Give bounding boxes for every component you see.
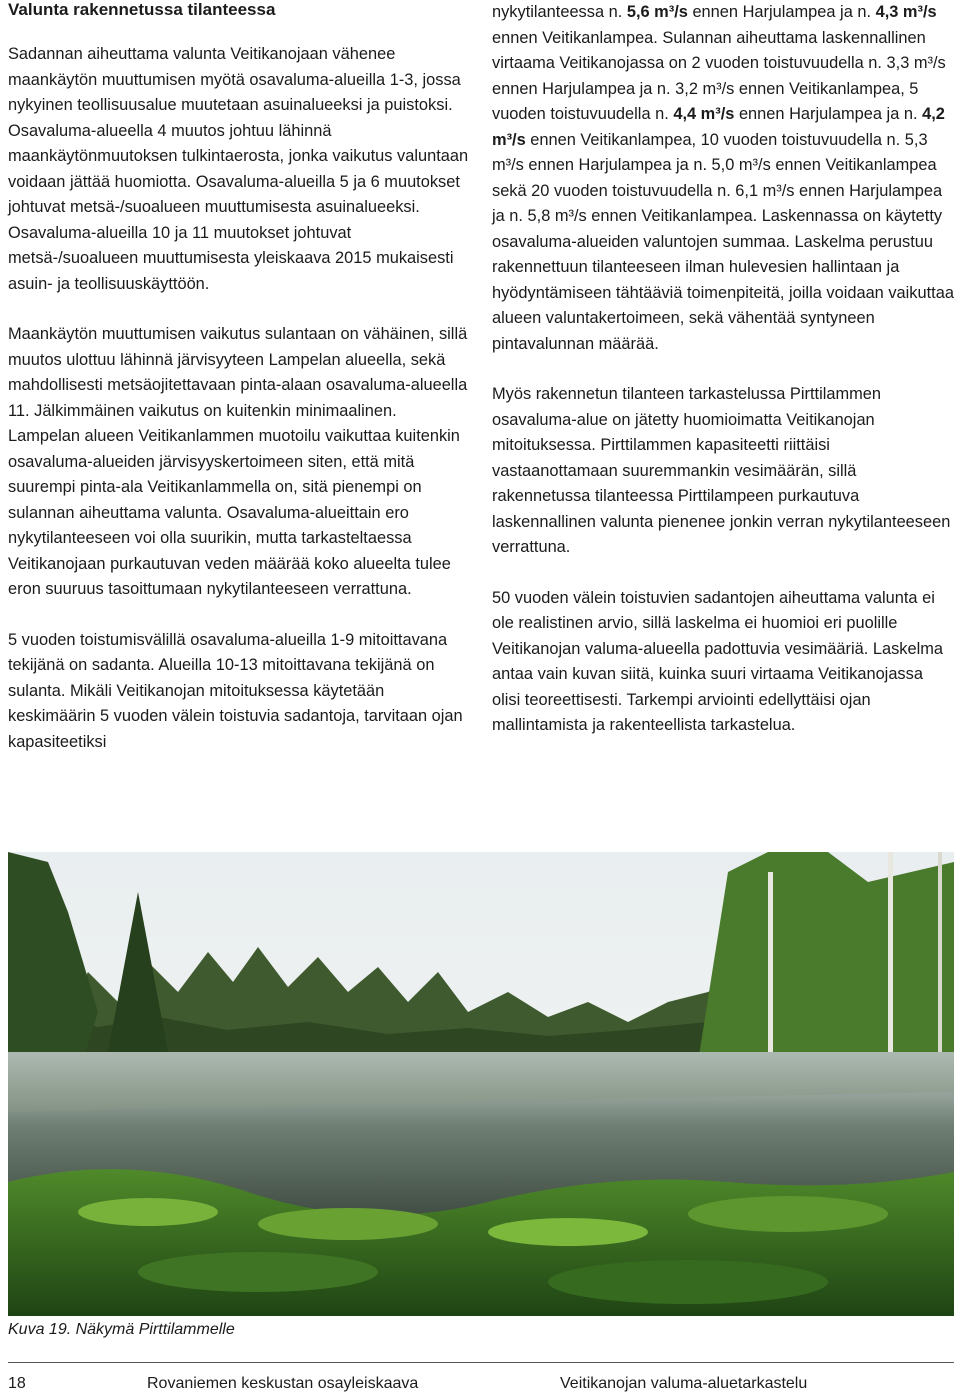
- photo-caption: Kuva 19. Näkymä Pirttilammelle: [8, 1321, 235, 1338]
- left-column: [8, 0, 470, 755]
- paragraph-runoff-change: Sadannan aiheuttama valunta Veitikanojaan vähenee maankäytön muuttumisen myötä osavaluma-alueilla 1-3, jossa nykyinen teollisuusalue muutetaan asuinalueeksi ja puistoksi. Osavaluma-alueella 4 muutos johtuu lähinnä maankäytönmuutoksen tulkintaerosta, jonka vaikutus valuntaan voidaan jättää huomiotta. Osavaluma-alueilla 5 ja 6 muutokset johtuvat metsä-/suoalueen muuttumisesta asuinalueeksi. Osavaluma-alueilla 10 ja 11 muutokset johtuvat metsä-/suoalueen muuttumisesta yleiskaava 2015 mukaisesti asuin- ja teollisuuskäyttöön.: [8, 45, 469, 293]
- footer-divider: [8, 1362, 954, 1363]
- document-title: Rovaniemen keskustan osayleiskaava: [147, 1375, 419, 1392]
- paragraph-design-factor: 5 vuoden toistumisvälillä osavaluma-alueilla 1-9 mitoittavana tekijänä on sadanta. Alueilla 10-13 mitoittavana tekijänä on sulanta. Mikäli Veitikanojan mitoituksessa käytetään keskimäärin 5 vuoden välein toistuvia sadantoja, tarvitaan ojan kapasiteetiksi: [8, 630, 463, 751]
- paragraph-pirttilampi: Myös rakennetun tilanteen tarkastelussa Pirttilammen osavaluma-alue on jätetty huomioimatta Veitikanojan mitoituksessa. Pirttilammen kapasiteetti riittäisi vastaanottamaan suuremmankin vesimäärän, sillä rakennetussa tilanteessa Pirttilampeen purkautuva laskennallinen valunta pienenee jonkin verran nykytilanteeseen verrattuna.: [492, 385, 951, 556]
- section-heading: Valunta rakennetussa tilanteessa: [8, 0, 276, 19]
- paragraph-50-year: 50 vuoden välein toistuvien sadantojen aiheuttama valunta ei ole realistinen arvio, sillä laskelma ei huomioi eri puolille Veitikanojan valuma-alueella padottuvia vesimääriä. Laskelma antaa vain kuvan siitä, kuinka suuri virtaama Veitikanojassa olisi teoreettisesti. Tarkempi arviointi edellyttäisi ojan mallintamista ja rakenteellista tarkastelua.: [492, 588, 943, 734]
- section-title: Veitikanojan valuma-aluetarkastelu: [560, 1375, 808, 1392]
- paragraph-melt-effect: Maankäytön muuttumisen vaikutus sulantaan on vähäinen, sillä muutos ulottuu lähinnä järvisyyteen Lampelan alueella, sekä mahdollisesti metsäojitettavaan pinta-alaan osavaluma-alueella 11. Jälkimmäinen vaikutus on kuitenkin minimaalinen. Lampelan alueen Veitikanlammen muotoilu vaikuttaa kuitenkin osavaluma-alueiden järvisyyskertoimeen siten, että mitä suurempi pinta-ala Veitikanlammella on, sitä pienempi on sulannan aiheuttama valunta. Osavaluma-alueittain ero nykytilanteeseen voi olla suurikin, mutta tarkasteltaessa Veitikanojaan purkautuvan veden määrää koko alueelta tulee eron suuruus tasoittumaan nykytilanteeseen verrattuna.: [8, 325, 468, 598]
- page-number: 18: [8, 1375, 26, 1392]
- paragraph-flow-values: nykytilanteessa n. 5,6 m³/s ennen Harjulampea ja n. 4,3 m³/s ennen Veitikanlampea. Sulannan aiheuttama laskennallinen virtaama Veitikanojassa on 2 vuoden toistuvuudella n. 3,3 m³/s ennen Harjulampea ja n. 3,2 m³/s ennen Veitikanlampea, 5 vuoden toistuvuudella n. 4,4 m³/s ennen Harjulampea ja n. 4,2 m³/s ennen Veitikanlampea, 10 vuoden toistuvuudella n. 5,3 m³/s ennen Harjulampea ja n. 5,0 m³/s ennen Veitikanlampea sekä 20 vuoden toistuvuudella n. 6,1 m³/s ennen Harjulampea ja n. 5,8 m³/s ennen Veitikanlampea. Laskennassa on käytetty osavaluma-alueiden valuntojen summaa. Laskelma perustuu rakennettuun tilanteeseen ilman hulevesien hallintaan ja hyödyntämiseen tähtääviä toimenpiteitä, joilla voidaan vaikuttaa alueen valuntakertoimeen, sekä vähentää syntyneen pintavalunnan määrää.: [492, 3, 954, 353]
- right-column: [492, 0, 954, 739]
- lake-photo: [8, 852, 954, 1316]
